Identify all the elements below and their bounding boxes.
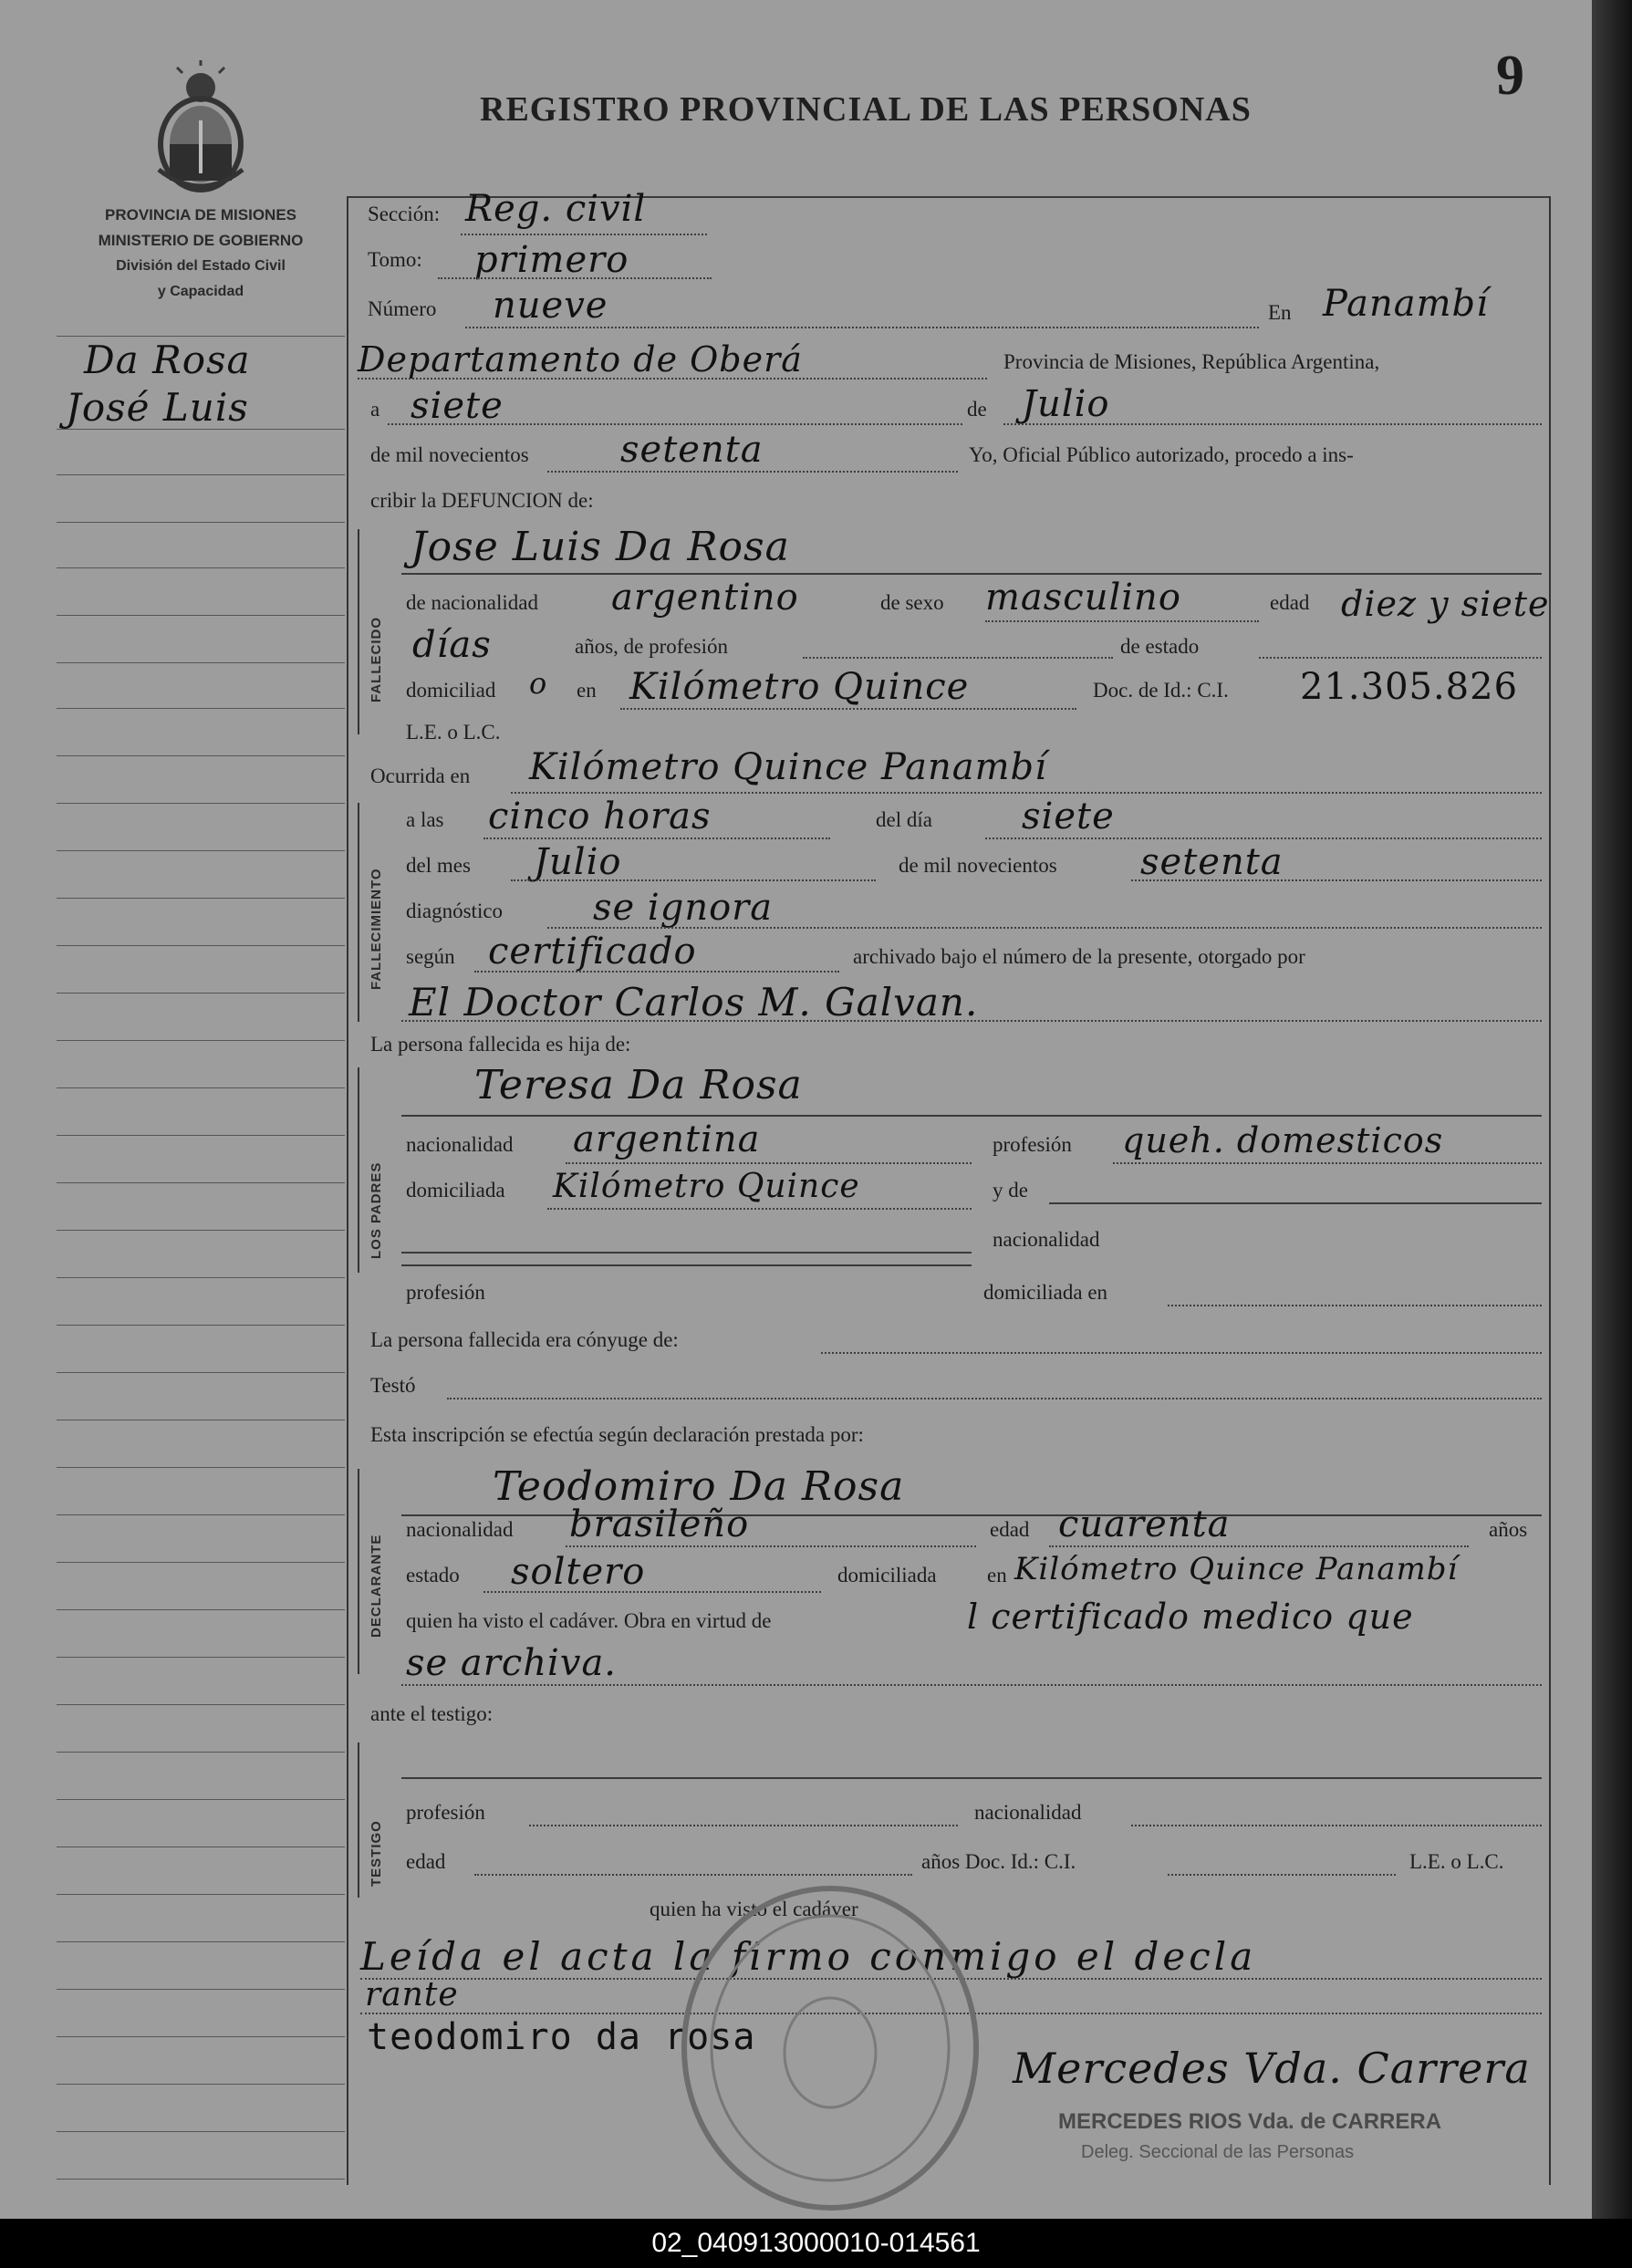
- value-numero: nueve: [493, 285, 608, 327]
- value-dias: días: [412, 624, 492, 666]
- value-cierre-2: rante: [365, 1976, 459, 2013]
- issuer-line-4: y Capacidad: [157, 284, 244, 299]
- coat-of-arms-emblem: [146, 60, 255, 202]
- label-madre-profesion: profesión: [993, 1133, 1072, 1156]
- signature-oficial: Mercedes Vda. Carrera: [1013, 2044, 1531, 2093]
- label-seccion: Sección:: [368, 203, 441, 225]
- label-de-sexo: de sexo: [880, 591, 944, 614]
- side-label-fallecido: FALLECIDO: [369, 617, 384, 702]
- fallecido-section-bar: [358, 529, 359, 734]
- label-ocurrida: Ocurrida en: [370, 765, 471, 787]
- value-obra: l certificado medico que: [967, 1597, 1414, 1637]
- label-decl-domiciliada: domiciliada: [837, 1564, 937, 1587]
- side-label-fallecimiento: FALLECIMIENTO: [369, 868, 384, 990]
- label-decl-en: en: [987, 1564, 1007, 1587]
- value-edad: diez y siete: [1341, 584, 1550, 624]
- value-departamento: Departamento de Oberá: [358, 339, 803, 380]
- label-padre-nacionalidad: nacionalidad: [993, 1228, 1100, 1251]
- value-decl-edad: cuarenta: [1058, 1503, 1231, 1545]
- label-edad: edad: [1270, 591, 1310, 614]
- label-decl-anos: años: [1489, 1518, 1528, 1541]
- value-domicilio-letter: o: [529, 666, 548, 701]
- label-ante-testigo: ante el testigo:: [370, 1702, 494, 1725]
- form-right-border: [1549, 196, 1551, 2185]
- label-tomo: Tomo:: [368, 248, 422, 271]
- label-t-cadaver: quien ha visto el cadáver: [650, 1898, 858, 1920]
- value-cierre-1: Leída el acta la firmo conmigo el decla: [360, 1934, 1257, 1979]
- margin-surname: Da Rosa: [84, 338, 251, 382]
- label-y-de: y de: [993, 1179, 1028, 1202]
- side-label-padres: LOS PADRES: [369, 1161, 384, 1259]
- label-anos-profesion: años, de profesión: [575, 635, 728, 658]
- label-conyuge: La persona fallecida era cónyuge de:: [370, 1328, 679, 1351]
- issuer-line-1: PROVINCIA DE MISIONES: [104, 206, 296, 224]
- value-ocurrida: Kilómetro Quince Panambí: [529, 746, 1047, 788]
- label-inscribir: cribir la DEFUNCION de:: [370, 489, 594, 512]
- label-t-anos-doc: años Doc. Id.: C.I.: [921, 1850, 1076, 1873]
- side-label-testigo: TESTIGO: [369, 1820, 384, 1887]
- label-padre-domiciliada-en: domiciliada en: [983, 1281, 1108, 1304]
- label-declaracion: Esta inscripción se efectúa según declaración prestada por:: [370, 1423, 864, 1446]
- page-number: 9: [1496, 45, 1524, 107]
- value-decl-domicilio: Kilómetro Quince Panambí: [1014, 1551, 1459, 1587]
- label-numero: Número: [368, 297, 437, 320]
- issuer-header: [55, 203, 347, 305]
- label-de-nacionalidad: de nacionalidad: [406, 591, 538, 614]
- value-dia: siete: [1022, 796, 1115, 837]
- official-seal-stamp: [675, 1879, 985, 2221]
- label-diagnostico: diagnóstico: [406, 900, 504, 922]
- value-obra-2: se archiva.: [406, 1642, 617, 1684]
- label-decl-nacionalidad: nacionalidad: [406, 1518, 514, 1541]
- issuer-line-2: MINISTERIO DE GOBIERNO: [98, 232, 304, 249]
- official-stamp-role: Deleg. Seccional de las Personas: [1081, 2142, 1355, 2162]
- label-testo: Testó: [370, 1374, 416, 1397]
- issuer-line-3: División del Estado Civil: [116, 258, 286, 274]
- value-domicilio: Kilómetro Quince: [629, 666, 970, 708]
- label-de: de: [967, 398, 987, 421]
- value-tomo: primero: [474, 239, 629, 281]
- value-anio: setenta: [1140, 841, 1284, 883]
- side-label-declarante: DECLARANTE: [369, 1534, 384, 1638]
- label-segun: según: [406, 945, 455, 968]
- padres-section-bar: [358, 1067, 359, 1273]
- testigo-section-bar: [358, 1743, 359, 1898]
- label-del-mes: del mes: [406, 854, 471, 877]
- label-a-las: a las: [406, 808, 444, 831]
- margin-right-border: [347, 196, 348, 2185]
- label-de-estado: de estado: [1120, 635, 1200, 658]
- label-decl-edad: edad: [990, 1518, 1030, 1541]
- value-doctor: El Doctor Carlos M. Galvan.: [409, 980, 979, 1025]
- value-mes: Julio: [534, 841, 622, 883]
- value-de-mil: setenta: [620, 429, 764, 471]
- label-domiciliado: domiciliad: [406, 679, 496, 702]
- value-madre: Teresa Da Rosa: [474, 1062, 803, 1108]
- label-t-profesion: profesión: [406, 1801, 485, 1824]
- label-madre-nacionalidad: nacionalidad: [406, 1133, 514, 1156]
- value-a: siete: [411, 385, 504, 427]
- label-provincia: Provincia de Misiones, República Argentina,: [1003, 350, 1380, 373]
- fallecimiento-section-bar: [358, 803, 359, 1022]
- value-diagnostico: se ignora: [593, 887, 774, 929]
- label-le-lc: L.E. o L.C.: [406, 721, 501, 744]
- value-sexo: masculino: [985, 577, 1181, 619]
- value-doc-id: 21.305.826: [1300, 666, 1519, 708]
- value-horas: cinco horas: [488, 796, 712, 837]
- margin-given-name: José Luis: [66, 385, 249, 430]
- label-doc-id: Doc. de Id.: C.I.: [1093, 679, 1229, 702]
- label-t-nacionalidad: nacionalidad: [974, 1801, 1082, 1824]
- label-hija-de: La persona fallecida es hija de:: [370, 1033, 631, 1056]
- label-en-domicilio: en: [577, 679, 597, 702]
- signature-declarante: teodomiro da rosa: [367, 2016, 756, 2058]
- label-de-mil-2: de mil novecientos: [899, 854, 1057, 877]
- label-cadaver-obra: quien ha visto el cadáver. Obra en virtud de: [406, 1609, 772, 1632]
- value-en: Panambí: [1323, 283, 1489, 325]
- declarante-section-bar: [358, 1469, 359, 1674]
- label-decl-estado: estado: [406, 1564, 460, 1587]
- label-madre-domiciliada: domiciliada: [406, 1179, 505, 1202]
- value-de: Julio: [1022, 383, 1110, 425]
- label-archivado: archivado bajo el número de la presente, otorgado por: [853, 945, 1305, 968]
- value-decl-nacionalidad: brasileño: [569, 1503, 750, 1545]
- value-segun: certificado: [488, 931, 697, 973]
- label-de-mil: de mil novecientos: [370, 443, 529, 466]
- value-declarante: Teodomiro Da Rosa: [493, 1463, 905, 1510]
- footer-image-id: 02_040913000010-014561: [0, 2219, 1632, 2268]
- label-padre-profesion: profesión: [406, 1281, 485, 1304]
- value-madre-nacionalidad: argentina: [573, 1118, 761, 1160]
- label-yo-oficial: Yo, Oficial Público autorizado, procedo a ins-: [969, 443, 1354, 466]
- label-en: En: [1268, 301, 1292, 324]
- official-stamp-name: MERCEDES RIOS Vda. de CARRERA: [1058, 2109, 1442, 2134]
- value-nacionalidad: argentino: [611, 577, 799, 619]
- value-decl-estado: soltero: [511, 1551, 646, 1593]
- label-a: a: [370, 398, 380, 421]
- value-seccion: Reg. civil: [465, 188, 647, 230]
- value-nombre-fallecido: Jose Luis Da Rosa: [411, 524, 790, 570]
- value-madre-domicilio: Kilómetro Quince: [553, 1168, 860, 1205]
- label-del-dia: del día: [876, 808, 932, 831]
- label-t-le-lc: L.E. o L.C.: [1409, 1850, 1504, 1873]
- label-t-edad: edad: [406, 1850, 446, 1873]
- book-binding-edge: [1592, 0, 1632, 2219]
- document-title: REGISTRO PROVINCIAL DE LAS PERSONAS: [480, 90, 1252, 129]
- value-madre-profesion: queh. domesticos: [1122, 1120, 1444, 1160]
